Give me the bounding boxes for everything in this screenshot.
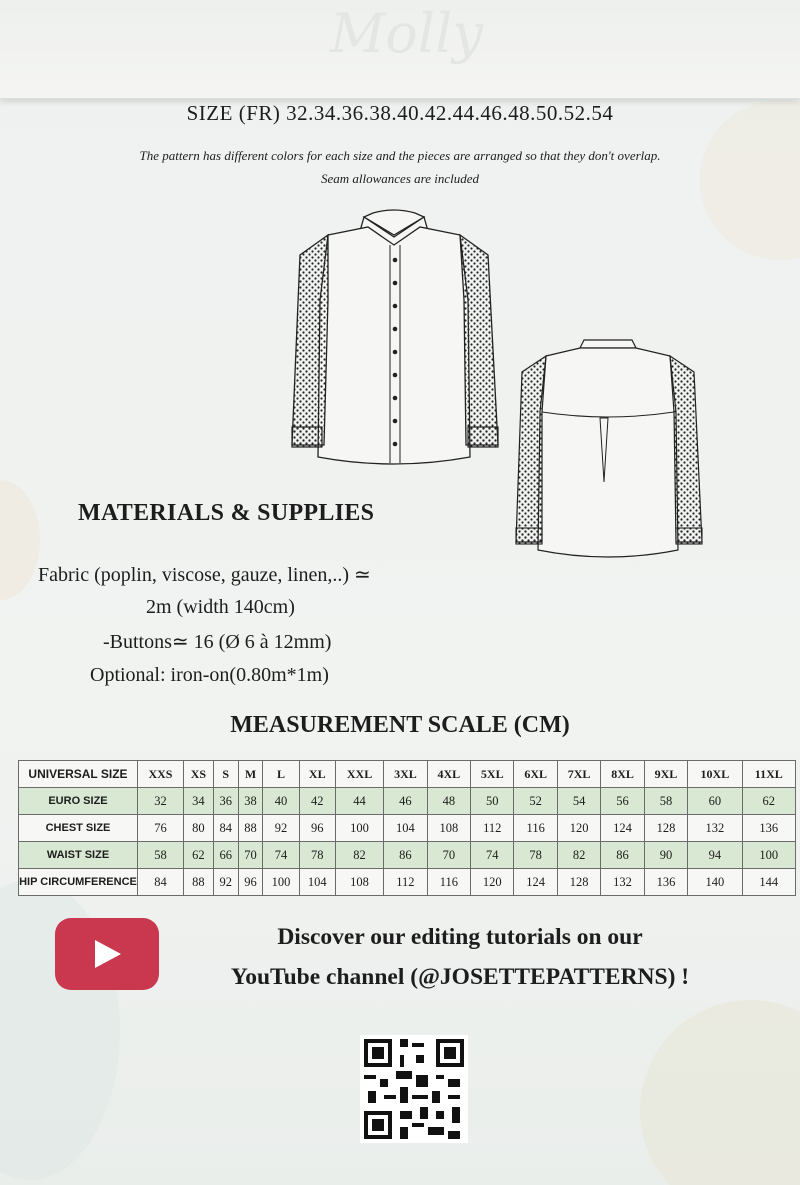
table-cell: 36 xyxy=(213,788,238,815)
decorative-leaf xyxy=(0,480,40,600)
youtube-line-2[interactable]: YouTube channel (@JOSETTEPATTERNS) ! xyxy=(230,964,690,990)
table-cell: 132 xyxy=(688,815,742,842)
size-header-cell: XS xyxy=(183,761,213,788)
table-cell: 86 xyxy=(384,842,427,869)
row-header-cell: CHEST SIZE xyxy=(19,815,138,842)
table-cell: 54 xyxy=(557,788,600,815)
table-cell: 88 xyxy=(183,869,213,896)
table-cell: 50 xyxy=(471,788,514,815)
table-cell: 124 xyxy=(514,869,557,896)
table-row xyxy=(19,788,796,815)
table-cell: 70 xyxy=(238,842,263,869)
brand-script: Molly xyxy=(330,2,483,65)
youtube-play-icon xyxy=(95,940,121,968)
table-cell: 78 xyxy=(514,842,557,869)
size-line: SIZE (FR) 32.34.36.38.40.42.44.46.48.50.52.54 xyxy=(186,101,614,125)
size-header-cell: M xyxy=(238,761,263,788)
pattern-note: The pattern has different colors for each size and the pieces are arranged so that they don't overlap. xyxy=(139,148,661,163)
materials-line: Optional: iron-on(0.80m*1m) xyxy=(90,664,329,686)
size-header-cell: 11XL xyxy=(742,761,795,788)
table-cell: 104 xyxy=(384,815,427,842)
table-cell: 84 xyxy=(213,815,238,842)
table-header-row xyxy=(19,761,796,788)
table-cell: 58 xyxy=(138,842,184,869)
row-header-cell: EURO SIZE xyxy=(19,788,138,815)
size-header-cell: L xyxy=(263,761,299,788)
table-cell: 116 xyxy=(514,815,557,842)
table-cell: 94 xyxy=(688,842,742,869)
size-header-cell: S xyxy=(213,761,238,788)
envelope-flap xyxy=(0,0,800,99)
table-cell: 112 xyxy=(384,869,427,896)
table-cell: 108 xyxy=(427,815,470,842)
qr-code-icon[interactable] xyxy=(360,1035,468,1143)
materials-line: -Buttons≃ 16 (Ø 6 à 12mm) xyxy=(103,631,332,653)
table-cell: 42 xyxy=(299,788,335,815)
table-cell: 132 xyxy=(601,869,644,896)
table-cell: 96 xyxy=(238,869,263,896)
table-cell: 60 xyxy=(688,788,742,815)
size-table xyxy=(18,760,796,896)
table-cell: 92 xyxy=(213,869,238,896)
table-cell: 74 xyxy=(471,842,514,869)
table-cell: 76 xyxy=(138,815,184,842)
table-cell: 86 xyxy=(601,842,644,869)
table-cell: 100 xyxy=(335,815,383,842)
table-cell: 100 xyxy=(742,842,795,869)
size-header-cell: XL xyxy=(299,761,335,788)
table-cell: 34 xyxy=(183,788,213,815)
table-cell: 52 xyxy=(514,788,557,815)
materials-line: 2m (width 140cm) xyxy=(146,596,295,618)
materials-line: Fabric (poplin, viscose, gauze, linen,..) ≃ xyxy=(38,564,371,586)
table-cell: 62 xyxy=(183,842,213,869)
table-cell: 120 xyxy=(471,869,514,896)
size-header-cell: 5XL xyxy=(471,761,514,788)
table-cell: 108 xyxy=(335,869,383,896)
size-header-cell: XXS xyxy=(138,761,184,788)
table-cell: 32 xyxy=(138,788,184,815)
table-cell: 66 xyxy=(213,842,238,869)
table-cell: 90 xyxy=(644,842,687,869)
table-cell: 80 xyxy=(183,815,213,842)
table-cell: 144 xyxy=(742,869,795,896)
table-cell: 104 xyxy=(299,869,335,896)
table-cell: 46 xyxy=(384,788,427,815)
table-cell: 128 xyxy=(557,869,600,896)
table-cell: 96 xyxy=(299,815,335,842)
table-row xyxy=(19,869,796,896)
table-cell: 82 xyxy=(557,842,600,869)
table-cell: 140 xyxy=(688,869,742,896)
table-cell: 48 xyxy=(427,788,470,815)
size-header-cell: 6XL xyxy=(514,761,557,788)
table-cell: 74 xyxy=(263,842,299,869)
seam-note: Seam allowances are included xyxy=(320,171,479,186)
table-cell: 116 xyxy=(427,869,470,896)
size-header-cell: 3XL xyxy=(384,761,427,788)
measurement-title: MEASUREMENT SCALE (CM) xyxy=(230,712,570,738)
table-cell: 124 xyxy=(601,815,644,842)
youtube-line-1: Discover our editing tutorials on our xyxy=(277,924,643,950)
table-cell: 82 xyxy=(335,842,383,869)
shirt-back-illustration xyxy=(512,332,704,564)
size-header-cell: XXL xyxy=(335,761,383,788)
table-cell: 88 xyxy=(238,815,263,842)
table-cell: 78 xyxy=(299,842,335,869)
shirt-front-illustration xyxy=(278,205,508,470)
size-header-cell: 4XL xyxy=(427,761,470,788)
table-cell: 120 xyxy=(557,815,600,842)
table-cell: 56 xyxy=(601,788,644,815)
materials-title: MATERIALS & SUPPLIES xyxy=(78,500,375,526)
table-row xyxy=(19,842,796,869)
row-header-cell: UNIVERSAL SIZE xyxy=(19,761,138,788)
size-header-cell: 7XL xyxy=(557,761,600,788)
table-row xyxy=(19,815,796,842)
table-cell: 38 xyxy=(238,788,263,815)
table-cell: 70 xyxy=(427,842,470,869)
table-cell: 128 xyxy=(644,815,687,842)
youtube-button[interactable] xyxy=(55,918,159,990)
table-cell: 44 xyxy=(335,788,383,815)
decorative-leaf xyxy=(640,1000,800,1185)
table-cell: 40 xyxy=(263,788,299,815)
table-cell: 62 xyxy=(742,788,795,815)
row-header-cell: WAIST SIZE xyxy=(19,842,138,869)
size-header-cell: 10XL xyxy=(688,761,742,788)
table-cell: 100 xyxy=(263,869,299,896)
table-cell: 84 xyxy=(138,869,184,896)
row-header-cell: HIP CIRCUMFERENCE xyxy=(19,869,138,896)
table-cell: 112 xyxy=(471,815,514,842)
size-header-cell: 9XL xyxy=(644,761,687,788)
table-cell: 58 xyxy=(644,788,687,815)
table-cell: 92 xyxy=(263,815,299,842)
table-cell: 136 xyxy=(644,869,687,896)
table-cell: 136 xyxy=(742,815,795,842)
size-header-cell: 8XL xyxy=(601,761,644,788)
